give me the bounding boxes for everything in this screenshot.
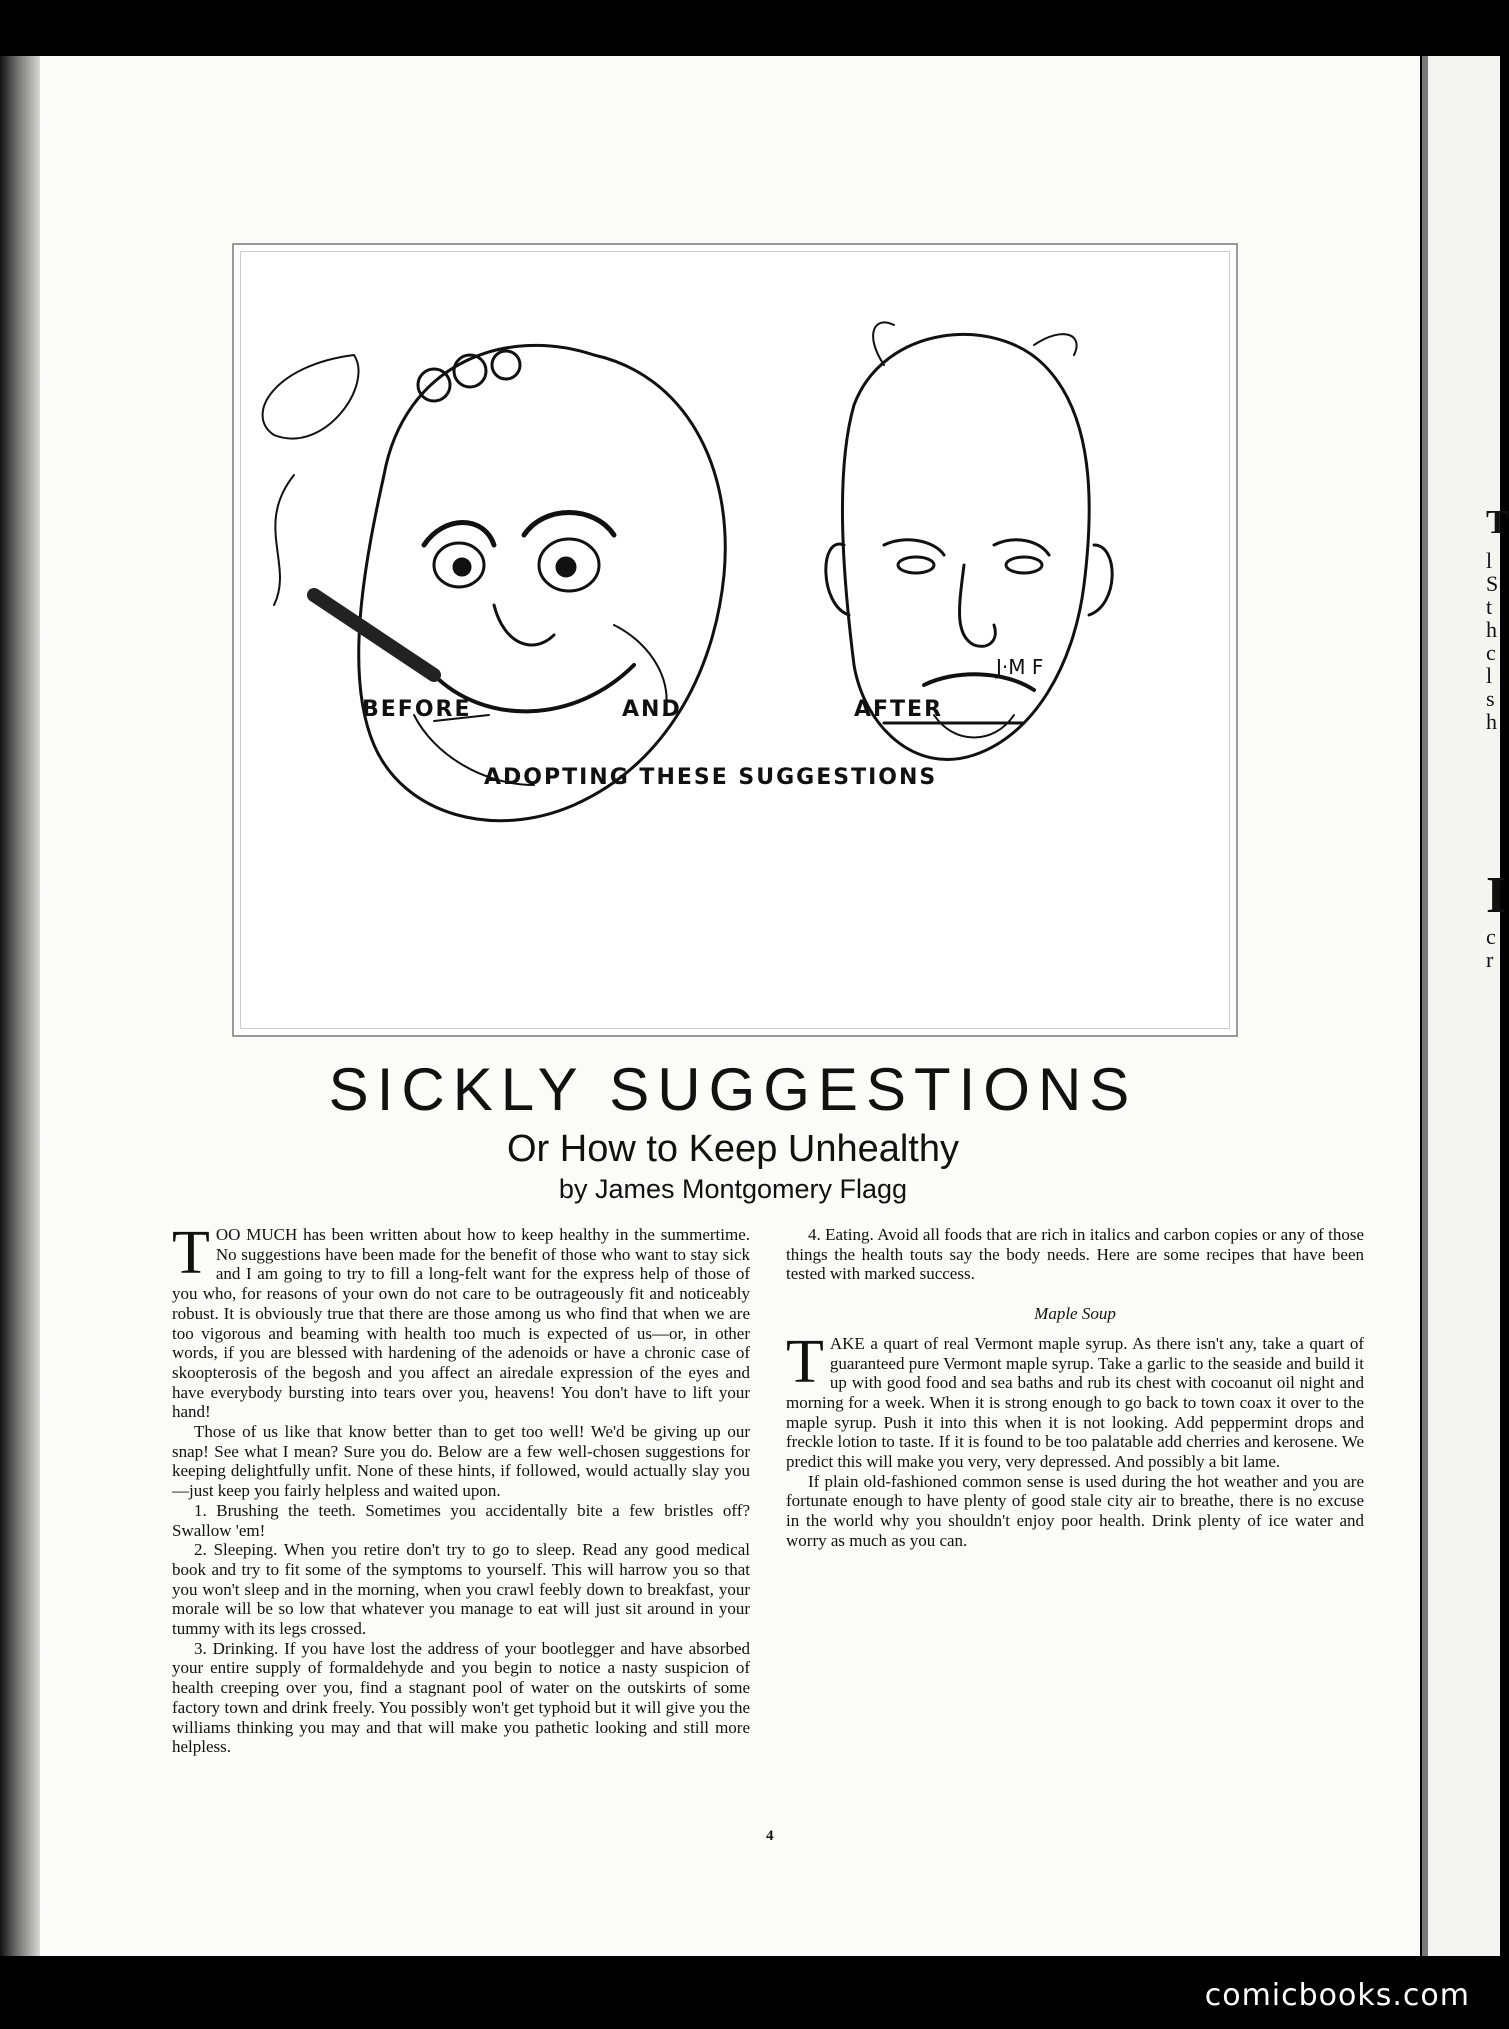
right-page-letter: l — [1486, 548, 1493, 573]
right-page-letter: S — [1486, 571, 1499, 596]
right-page-letter: c — [1486, 924, 1496, 949]
article-title: SICKLY SUGGESTIONS — [328, 1056, 1138, 1123]
caption-after: AFTER — [854, 697, 944, 722]
right-page-letter: t — [1486, 594, 1493, 619]
paragraph: 2. Sleeping. When you retire don't try to go to sleep. Read any good medical book and try to fit some of the symptoms to yourself. This will harrow you so that you won't sleep and in the morning, when you crawl feebly down to breakfast, your morale will be so low that whatever you manage to eat will just sit around in your tummy with its legs crossed. — [172, 1540, 750, 1639]
right-page-letter: h — [1486, 709, 1497, 734]
paragraph: 4. Eating. Avoid all foods that are rich in italics and carbon copies or any of those things the health touts say the body needs. Here are some recipes that have been tested with marked success. — [786, 1225, 1364, 1284]
gutter-shadow — [1422, 56, 1428, 1956]
text-column-right — [786, 1225, 1364, 1551]
paragraph: 3. Drinking. If you have lost the address of your bootlegger and have absorbed your entire supply of formaldehyde and you begin to notice a nasty suspicion of health creeping over you, find a stagnant pool of water on the outskirts of some factory town and drink freely. You possibly won't get typhoid but it will give you the williams thinking you may and that will make you pathetic looking and still more helpless. — [172, 1638, 750, 1757]
caption-and: AND — [622, 697, 682, 722]
recipe-title: Maple Soup — [1034, 1304, 1116, 1324]
paragraph-text: a quart of real Vermont maple syrup. As there isn't any, take a quart of guaranteed pure Vermont maple syrup. Take a garlic to the seaside and build it up with good food and sea baths and rub its chest with cocoanut oil night and morning for a week. When it is strong enough to go back to town coax it over to the maple syrup. Push it into this when it is not looking. Add peppermint drops and freckle lotion to taste. If it is found to be too palatable add cherries and kerosene. We predict this will make you very, very depressed. And possibly a bit lame. — [786, 1333, 1364, 1472]
paragraph — [172, 1219, 751, 1422]
lead-in: OO MUCH — [215, 1225, 298, 1244]
right-page-letter: I — [1486, 867, 1507, 924]
before-after-faces-drawing — [234, 245, 1236, 1035]
paragraph: Those of us like that know better than to get too well! We'd be giving up our snap! See what I mean? Sure you do. Below are a few well-chosen suggestions for keeping delightfully unfit. None of these hints, if followed, would actually slay you—just keep you fairly helpless and waited upon. — [172, 1422, 750, 1501]
page-number: 4 — [766, 1828, 774, 1844]
artist-signature: J·M F — [996, 655, 1044, 679]
right-page-letter: h — [1486, 617, 1497, 642]
paragraph-text: has been written about how to keep healthy in the summertime. No suggestions have been made for the benefit of those who want to stay sick and I am going to try to fill a long-felt want for the express help of those of you who, for reasons of your own do not care to be outrageously fit and noticeably robust. It is obviously true that there are those among us who find that when we are too vigorous and beaming with health too much is expected of us—or, in other words, if you are blessed with hardening of the adenoids or have a chronic case of skoopterosis of the begosh and you affect an airedale expression of the eyes and have everybody bursting into tears over you, heavens! You don't have to lift your hand! — [172, 1225, 751, 1422]
caption-before: BEFORE — [362, 697, 472, 722]
lead-in: AKE — [829, 1333, 865, 1353]
paragraph — [786, 1327, 1364, 1472]
paragraph: 1. Brushing the teeth. Sometimes you accidentally bite a few bristles off? Swallow 'em! — [172, 1500, 750, 1540]
cartoon-illustration — [232, 243, 1238, 1037]
article-subtitle: Or How to Keep Unhealthy — [506, 1128, 959, 1170]
right-page-letter: T — [1486, 504, 1509, 541]
text-column-left — [172, 1219, 751, 1757]
book-spine-left — [0, 56, 40, 1956]
right-page-letter: c — [1486, 640, 1496, 665]
right-page-letter: l — [1486, 663, 1493, 688]
drop-cap: T — [172, 1219, 210, 1287]
right-page-letter: r — [1486, 947, 1494, 972]
paragraph: If plain old-fashioned common sense is used during the hot weather and you are fortunate enough to have plenty of good stale city air to breathe, there is no excuse in the world why you shouldn't enjoy poor health. Drink plenty of ice water and worry as much as you can. — [786, 1471, 1364, 1550]
drop-cap: T — [786, 1327, 824, 1396]
caption-adopting-suggestions: ADOPTING THESE SUGGESTIONS — [484, 765, 938, 790]
right-page-letter: s — [1486, 686, 1495, 711]
facing-page-right — [1422, 56, 1509, 1956]
article-byline: by James Montgomery Flagg — [558, 1174, 908, 1204]
watermark: comicbooks.com — [1204, 1978, 1470, 2013]
